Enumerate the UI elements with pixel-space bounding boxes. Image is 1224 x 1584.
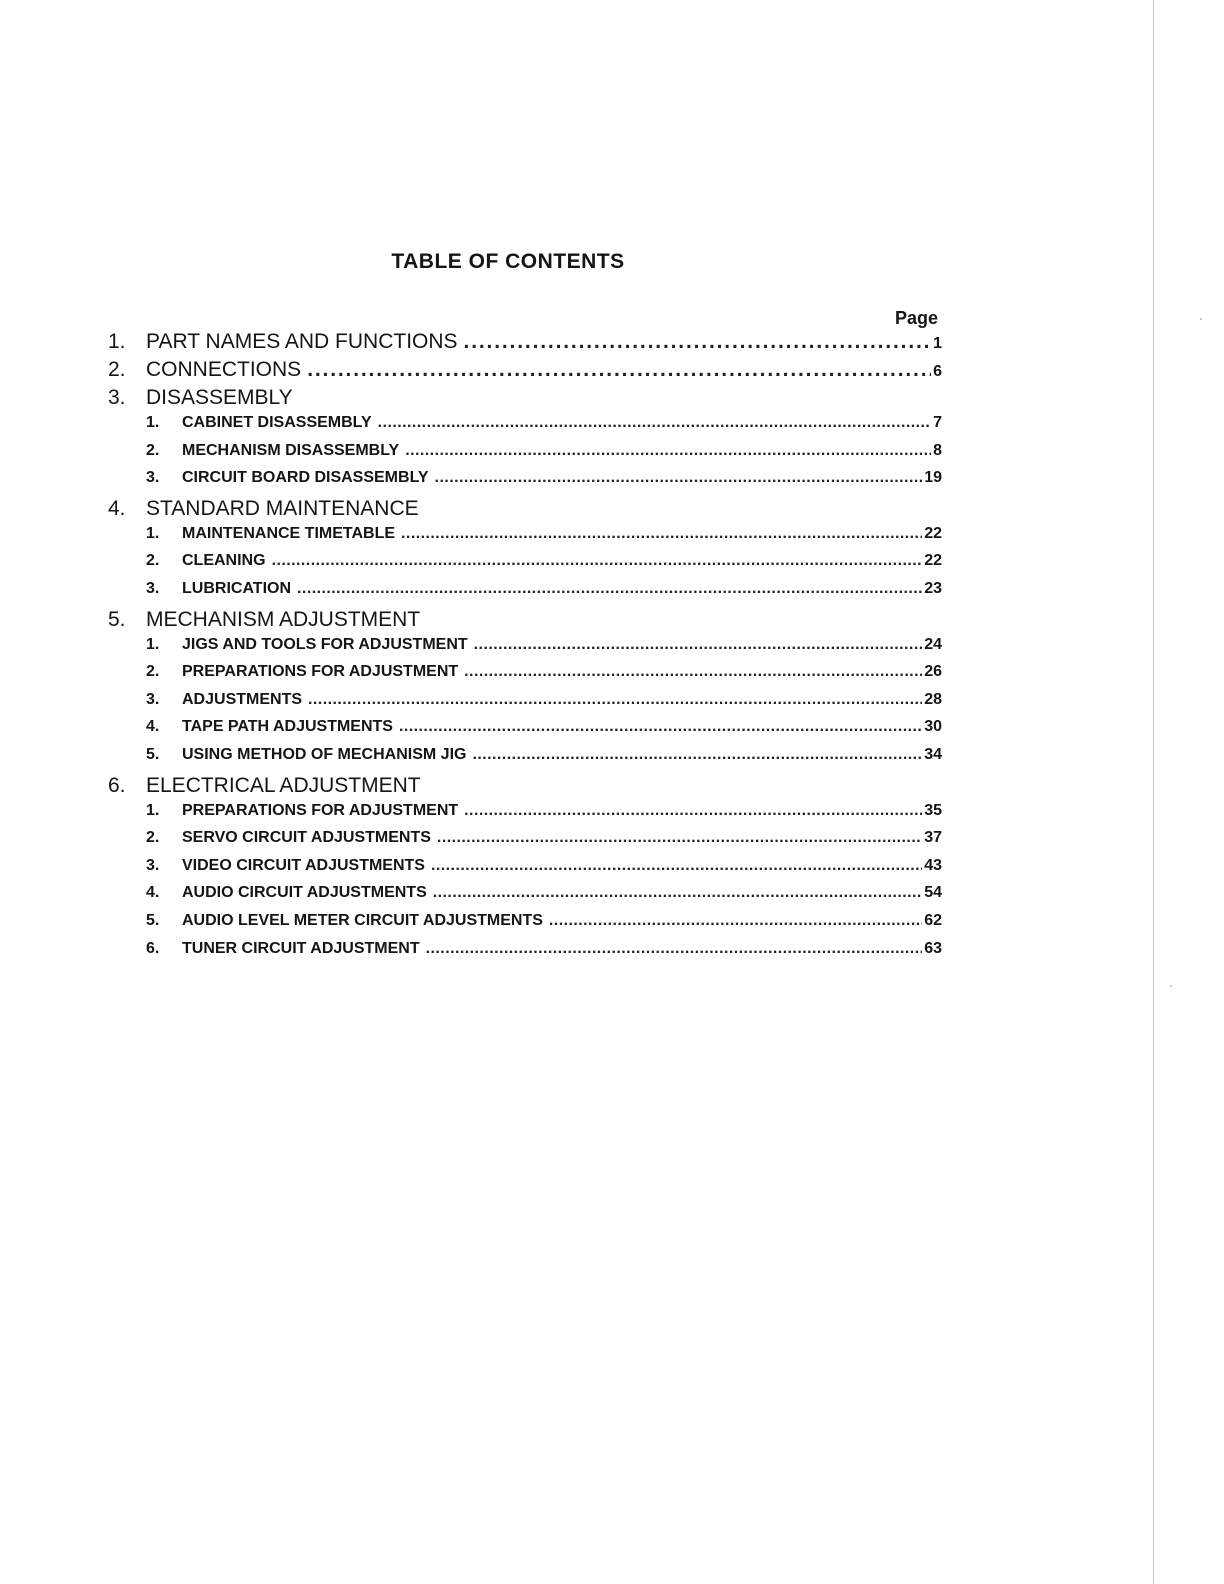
page-column-header: Page — [894, 308, 938, 328]
toc-dot-leader — [549, 912, 922, 930]
toc-page-number: 28 — [924, 690, 942, 708]
toc-page-number: 23 — [924, 580, 942, 597]
toc-subsection-row — [108, 469, 942, 495]
toc-page-number: 19 — [924, 469, 942, 487]
toc-entry-label: AUDIO CIRCUIT ADJUSTMENTS — [182, 884, 427, 902]
toc-entry-label: MECHANISM DISASSEMBLY — [182, 441, 400, 459]
toc-entry-number: 2. — [108, 358, 126, 381]
toc-page-number: 7 — [933, 414, 942, 431]
toc-page-number: 6 — [933, 363, 942, 380]
toc-subsection-row — [108, 525, 942, 551]
toc-section-row — [108, 358, 942, 386]
toc-entry-number: 6. — [108, 773, 126, 797]
toc-entry-number: 3. — [146, 580, 160, 597]
toc-section-row — [108, 330, 942, 358]
toc-entry-label: MECHANISM ADJUSTMENT — [146, 607, 421, 631]
toc-entry-label: AUDIO LEVEL METER CIRCUIT ADJUSTMENTS — [182, 912, 543, 929]
toc-entry-number: 5. — [146, 746, 160, 763]
toc-page-number: 63 — [924, 939, 942, 957]
toc-entry-number: 5. — [108, 607, 126, 631]
toc-entry-label: LUBRICATION — [182, 580, 292, 597]
toc-entry-number: 1. — [146, 414, 160, 431]
toc-entry-number: 2. — [146, 663, 160, 681]
toc-subsection-row — [108, 552, 942, 578]
toc-entry-number: 3. — [146, 469, 160, 487]
toc-subsection-row — [108, 691, 942, 717]
toc-section-row — [108, 386, 942, 414]
toc-entry-number: 1. — [146, 524, 160, 542]
toc-dot-leader — [431, 857, 922, 875]
toc-entry-number: 1. — [146, 801, 160, 819]
scan-speck — [1200, 318, 1202, 320]
toc-dot-leader — [378, 414, 931, 432]
toc-entry-label: VIDEO CIRCUIT ADJUSTMENTS — [182, 856, 425, 874]
toc-entry-label: ELECTRICAL ADJUSTMENT — [146, 773, 421, 797]
toc-entry-label: CONNECTIONS — [146, 358, 302, 381]
toc-entry-number: 1. — [108, 330, 126, 353]
toc-page-number: 43 — [924, 856, 942, 874]
toc-subsection-row — [108, 718, 942, 744]
toc-page-number: 54 — [924, 884, 942, 902]
toc-entry-label: TUNER CIRCUIT ADJUSTMENT — [182, 939, 420, 957]
toc-subsection-row — [108, 829, 942, 855]
toc-subsection-row — [108, 746, 942, 772]
toc-dot-leader — [405, 442, 931, 460]
toc-dot-leader — [464, 802, 922, 820]
toc-dot-leader — [401, 525, 922, 543]
toc-dot-leader — [399, 718, 922, 736]
toc-dot-leader — [464, 663, 922, 681]
toc-subsection-row — [108, 636, 942, 662]
toc-dot-leader — [464, 330, 932, 354]
toc-entry-label: PREPARATIONS FOR ADJUSTMENT — [182, 801, 459, 819]
toc-page-number: 37 — [924, 829, 942, 847]
toc-page-number: 30 — [924, 718, 942, 736]
toc-entry-number: 4. — [108, 496, 126, 520]
toc-dot-leader — [426, 940, 923, 958]
toc-entry-number: 3. — [146, 690, 160, 708]
toc-page-number: 8 — [933, 441, 942, 459]
toc-subsection-row — [108, 580, 942, 606]
toc-entry-label: PART NAMES AND FUNCTIONS — [146, 330, 458, 353]
toc-entry-number: 3. — [146, 856, 160, 874]
toc-subsection-row — [108, 912, 942, 938]
toc-dot-leader — [307, 358, 931, 382]
toc-dot-leader — [472, 746, 922, 764]
toc-subsection-row — [108, 663, 942, 689]
toc-entry-label: CIRCUIT BOARD DISASSEMBLY — [182, 469, 429, 487]
toc-dot-leader — [435, 469, 923, 487]
toc-entry-label: CABINET DISASSEMBLY — [182, 414, 372, 431]
toc-entry-label: SERVO CIRCUIT ADJUSTMENTS — [182, 829, 431, 847]
toc-entry-label: JIGS AND TOOLS FOR ADJUSTMENT — [182, 635, 468, 653]
toc-entry-label: STANDARD MAINTENANCE — [146, 496, 419, 520]
toc-section-row — [108, 497, 942, 525]
toc-entry-number: 6. — [146, 939, 160, 957]
toc-entry-label: USING METHOD OF MECHANISM JIG — [182, 746, 467, 763]
toc-subsection-row — [108, 442, 942, 468]
toc-dot-leader — [297, 580, 922, 598]
toc-entry-label: CLEANING — [182, 552, 266, 570]
toc-title: TABLE OF CONTENTS — [391, 250, 625, 273]
toc-page-number: 22 — [924, 552, 942, 570]
toc-entry-number: 4. — [146, 718, 160, 736]
toc-entry-label: PREPARATIONS FOR ADJUSTMENT — [182, 663, 459, 681]
toc-subsection-row — [108, 884, 942, 910]
toc-entry-number: 3. — [108, 386, 126, 409]
toc-dot-leader — [433, 884, 922, 902]
scan-speck — [1170, 985, 1172, 987]
toc-page-number: 22 — [924, 524, 942, 542]
toc-page-number: 34 — [924, 746, 942, 763]
toc-subsection-row — [108, 940, 942, 966]
toc-entry-label: DISASSEMBLY — [146, 386, 293, 409]
toc-subsection-row — [108, 802, 942, 828]
toc-entry-number: 2. — [146, 441, 160, 459]
toc-subsection-row — [108, 857, 942, 883]
toc-entry-number: 1. — [146, 635, 160, 653]
toc-page-number: 35 — [924, 801, 942, 819]
toc-dot-leader — [308, 691, 922, 709]
toc-entry-label: TAPE PATH ADJUSTMENTS — [182, 718, 393, 736]
toc-entry-label: MAINTENANCE TIMETABLE — [182, 524, 396, 542]
toc-page-number: 26 — [924, 663, 942, 681]
toc-dot-leader — [474, 636, 923, 654]
toc-entry-label: ADJUSTMENTS — [182, 690, 303, 708]
toc-dot-leader — [437, 829, 922, 847]
toc-entry-number: 2. — [146, 829, 160, 847]
toc-page-number: 1 — [933, 335, 942, 352]
toc-subsection-row — [108, 414, 942, 440]
toc-section-row — [108, 608, 942, 636]
toc-entry-number: 2. — [146, 552, 160, 570]
scan-edge-line — [1153, 0, 1154, 1584]
toc-dot-leader — [272, 552, 923, 570]
toc-page-number: 62 — [924, 912, 942, 929]
toc-entry-number: 5. — [146, 912, 160, 929]
toc-page-number: 24 — [924, 635, 942, 653]
toc-section-row — [108, 774, 942, 802]
toc-entry-number: 4. — [146, 884, 160, 902]
